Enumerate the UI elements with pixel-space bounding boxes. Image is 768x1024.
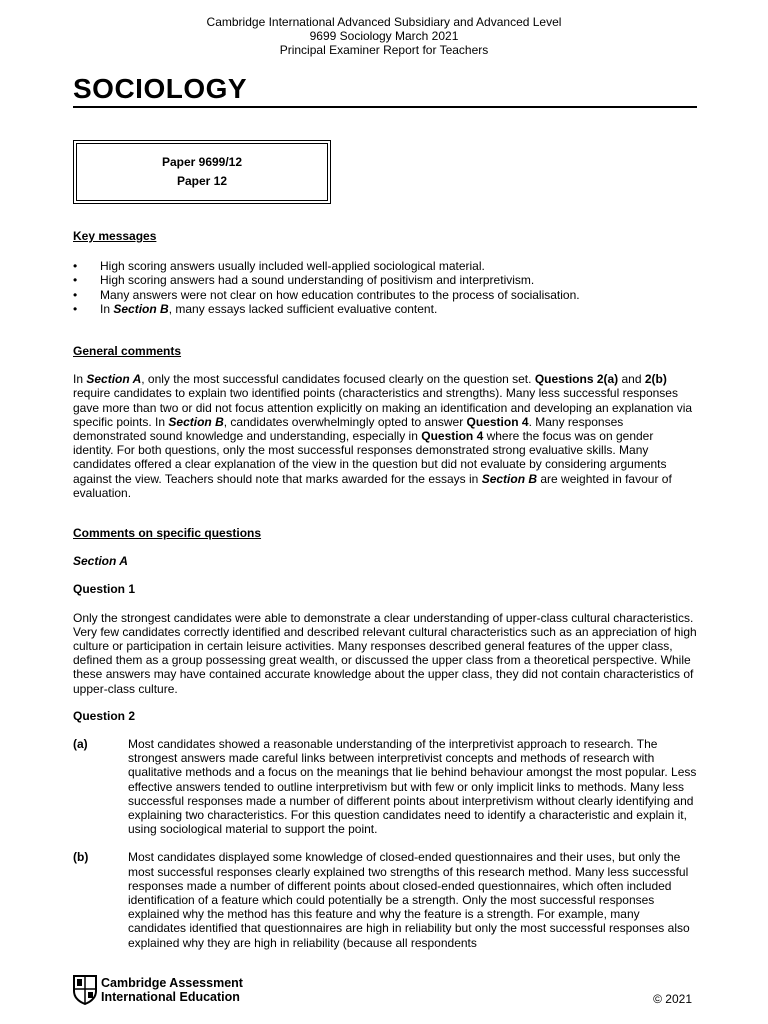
shield-icon <box>73 975 97 1005</box>
list-item: • Many answers were not clear on how education contributes to the process of socialisation. <box>73 288 697 302</box>
text-run: , many essays lacked sufficient evaluative content. <box>168 301 438 316</box>
text-run: In <box>100 301 114 316</box>
logo-line-1: Cambridge Assessment <box>101 976 243 990</box>
list-item: • High scoring answers usually included well-applied sociological material. <box>73 259 697 273</box>
paper-name: Paper 12 <box>176 174 228 188</box>
question-2-title: Question 2 <box>73 708 136 723</box>
paper-box <box>73 140 331 204</box>
section-emphasis: Section B <box>168 414 224 429</box>
question-emphasis: Question 4 <box>421 429 484 444</box>
question-emphasis: Questions 2(a) <box>534 372 619 387</box>
text-run: where the focus was on gender identity. For both questions, only the most successful responses demonstrated strong evaluative skills. Many candidates offered a clear explanation of the view in the question but did not evaluate by considering arguments against the view. Teachers should note that marks awarded for the essays in <box>73 429 667 486</box>
header-line-2: 9699 Sociology March 2021 <box>309 29 459 43</box>
question-2a-text: Most candidates showed a reasonable understanding of the interpretivist approach to research. The strongest answers made careful links between interpretivist concepts and methods of research with qualitative methods and a focus on the meanings that lie behind behaviour amongst the most popular. Less effective answers tended to outline interpretivism but with few or only implicit links to methods. Many less successful responses made a number of different points about interpretivism without clearly identifying and explaining two characteristics. For this question candidates need to identify a characteristic and explain it, using sociological material to support the point. <box>128 737 697 837</box>
list-item: • High scoring answers had a sound understanding of positivism and interpretivism. <box>73 273 697 287</box>
question-2b-text: Most candidates displayed some knowledge of closed-ended questionnaires and their uses, but only the most successful responses clearly explained two strengths of this research method. Many less successful responses made a number of different points about closed-ended questionnaires, which often included identification of a feature which could potentially be a strength. Only the most successful responses explained why the method has this feature and why the feature is a strength. For example, many candidates identified that questionnaires are high in reliability but only the most successful responses also explained why they are high in reliability (because all respondents <box>128 850 690 950</box>
title-rule <box>73 106 697 108</box>
text-run: In <box>73 372 87 387</box>
question-emphasis: Question 4 <box>466 414 529 429</box>
paper-code: Paper 9699/12 <box>161 155 243 169</box>
subject-title: SOCIOLOGY <box>73 73 248 104</box>
general-comments-section <box>73 344 697 500</box>
text-run: , candidates overwhelmingly opted to answer <box>223 414 467 429</box>
header-line-3: Principal Examiner Report for Teachers <box>279 43 489 57</box>
section-emphasis: Section B <box>113 301 169 316</box>
key-messages-list <box>73 259 697 316</box>
section-emphasis: Section A <box>86 372 142 387</box>
text-run: . Many responses demonstrated sound knowledge and understanding, especially in <box>73 414 624 444</box>
general-comments-paragraph <box>73 372 697 500</box>
text-run: , only the most successful candidates focused clearly on the question set. <box>141 372 535 387</box>
cambridge-logo <box>73 975 243 1005</box>
key-messages-heading: Key messages <box>73 229 157 243</box>
question-1-text: Only the strongest candidates were able to demonstrate a clear understanding of upper-class cultural characteristics. Very few candidates correctly identified and described relevant cultural characteristics such as an appreciation of high culture or participation in certain leisure activities. Many responses described general features of the upper class, defined them as a group possessing great wealth, or discussed the upper class from a theoretical perspective. While these answers may have contained accurate knowledge about the upper class, they did not contain characteristics of upper-class culture. <box>73 610 697 696</box>
section-a-heading: Section A <box>73 554 128 569</box>
text-run: require candidates to explain two identified points (characteristics and strengths). Many less successful responses gave more than two or did not focus attention explicitly on making an identification and developing an explanation via specific points. In <box>73 386 693 429</box>
specific-comments-section <box>73 526 697 950</box>
question-emphasis: 2(b) <box>644 372 667 387</box>
question-2b-label: (b) <box>73 850 89 865</box>
general-comments-heading: General comments <box>73 344 182 358</box>
copyright: © 2021 <box>653 992 692 1006</box>
key-messages-section <box>73 229 697 316</box>
section-emphasis: Section B <box>481 471 538 486</box>
list-item <box>73 302 697 316</box>
question-2b <box>73 850 697 949</box>
question-2a <box>73 737 697 836</box>
specific-comments-heading: Comments on specific questions <box>73 526 262 540</box>
report-header <box>0 15 768 57</box>
question-1-title: Question 1 <box>73 582 136 597</box>
logo-line-2: International Education <box>101 990 240 1004</box>
header-line-1: Cambridge International Advanced Subsidiary and Advanced Level <box>206 15 562 29</box>
question-2a-label: (a) <box>73 737 88 752</box>
text-run: are weighted in favour of evaluation. <box>73 471 672 500</box>
text-run: and <box>618 372 645 387</box>
